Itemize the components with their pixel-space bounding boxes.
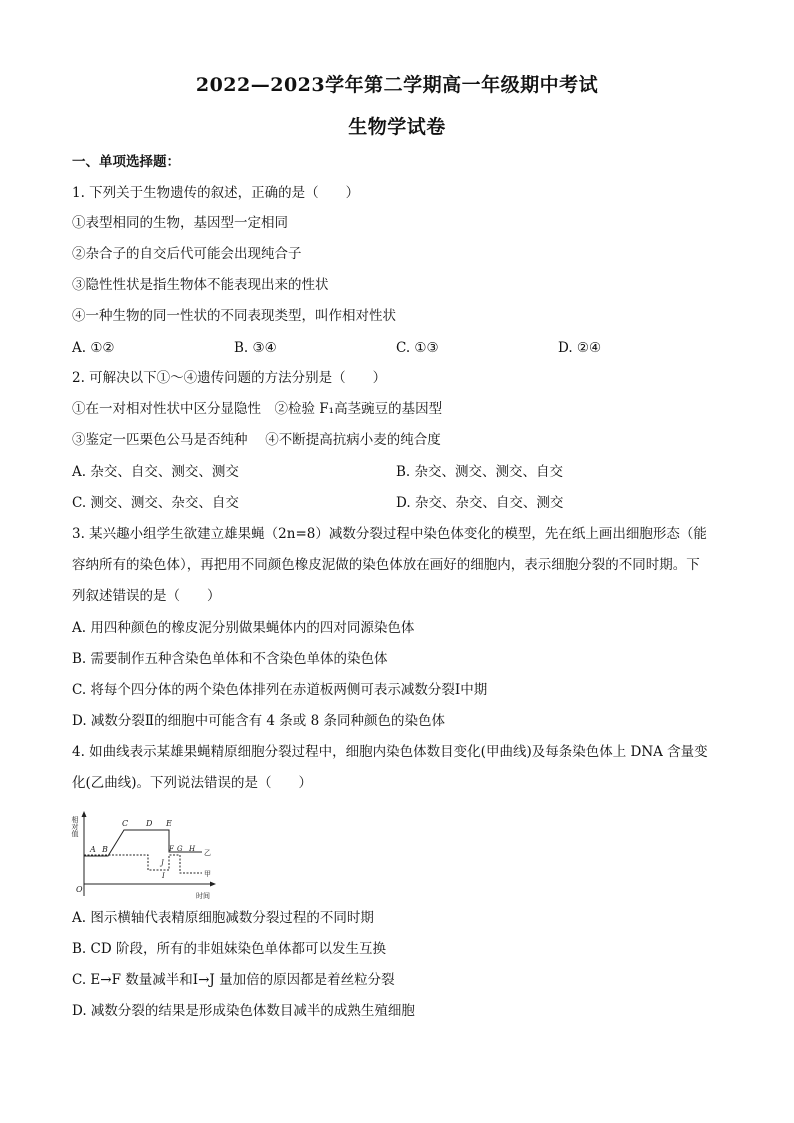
point-f-label: F bbox=[169, 845, 174, 853]
point-g-label: G bbox=[177, 845, 183, 853]
point-a-label: A bbox=[90, 845, 96, 854]
q1-option-a[interactable]: A. ①② bbox=[72, 340, 115, 356]
q3-option-a[interactable]: A. 用四种颜色的橡皮泥分别做果蝇体内的四对同源染色体 bbox=[72, 620, 415, 636]
q4-option-a[interactable]: A. 图示横轴代表精原细胞减数分裂过程的不同时期 bbox=[72, 910, 374, 926]
q2-option-d[interactable]: D. 杂交、杂交、自交、测交 bbox=[396, 495, 564, 511]
q4-stem-line-1: 4. 如曲线表示某雄果蝇精原细胞分裂过程中，细胞内染色体数目变化(甲曲线)及每条染色体上 DNA 含量变 bbox=[72, 744, 708, 760]
y-axis-label: 相对值 bbox=[71, 816, 79, 837]
q1-stem: 1. 下列关于生物遗传的叙述，正确的是（ ） bbox=[72, 185, 360, 201]
q2-statement-1: ①在一对相对性状中区分显隐性 ②检验 F₁高茎豌豆的基因型 bbox=[72, 401, 443, 417]
q2-option-a[interactable]: A. 杂交、自交、测交、测交 bbox=[72, 464, 239, 480]
q1-option-d[interactable]: D. ②④ bbox=[558, 340, 602, 356]
point-b-label: B bbox=[102, 845, 108, 854]
point-j-label: J bbox=[161, 859, 164, 867]
q3-stem-line-2: 容纳所有的染色体），再把用不同颜色橡皮泥做的染色体放在画好的细胞内，表示细胞分裂的不同时期。下 bbox=[72, 557, 700, 573]
exam-subtitle: 生物学试卷 bbox=[348, 116, 446, 138]
point-h-label: H bbox=[189, 845, 196, 853]
q1-statement-3: ③隐性性状是指生物体不能表现出来的性状 bbox=[72, 277, 329, 293]
q1-option-b[interactable]: B. ③④ bbox=[234, 340, 277, 356]
curve-jia-label: 甲 bbox=[204, 870, 211, 878]
section-heading: 一、单项选择题： bbox=[72, 154, 180, 170]
y-axis-arrow bbox=[82, 811, 87, 817]
point-d-label: D bbox=[146, 819, 153, 828]
q1-statement-4: ④一种生物的同一性状的不同表现类型，叫作相对性状 bbox=[72, 308, 396, 324]
point-e-label: E bbox=[166, 819, 172, 828]
q2-stem: 2. 可解决以下①～④遗传问题的方法分别是（ ） bbox=[72, 370, 387, 386]
q4-option-c[interactable]: C. E→F 数量减半和Ⅰ→J 量加倍的原因都是着丝粒分裂 bbox=[72, 972, 395, 988]
q4-option-d[interactable]: D. 减数分裂的结果是形成染色体数目减半的成熟生殖细胞 bbox=[72, 1003, 415, 1019]
q2-option-c[interactable]: C. 测交、测交、杂交、自交 bbox=[72, 495, 239, 511]
q2-statement-2: ③鉴定一匹栗色公马是否纯种 ④不断提高抗病小麦的纯合度 bbox=[72, 432, 441, 448]
q3-option-b[interactable]: B. 需要制作五种含染色单体和不含染色单体的染色体 bbox=[72, 651, 388, 667]
q3-option-c[interactable]: C. 将每个四分体的两个染色体排列在赤道板两侧可表示减数分裂Ⅰ中期 bbox=[72, 682, 488, 698]
q4-option-b[interactable]: B. CD 阶段，所有的非姐妹染色单体都可以发生互换 bbox=[72, 941, 386, 957]
q1-option-c[interactable]: C. ①③ bbox=[396, 340, 439, 356]
q1-statement-1: ①表型相同的生物，基因型一定相同 bbox=[72, 215, 288, 231]
q3-stem-line-1: 3. 某兴趣小组学生欲建立雄果蝇（2n=8）减数分裂过程中染色体变化的模型，先在纸上画出细胞形态（能 bbox=[72, 526, 707, 542]
point-c-label: C bbox=[122, 819, 129, 828]
q4-curve-figure bbox=[72, 810, 217, 900]
q3-stem-line-3: 列叙述错误的是（ ） bbox=[72, 588, 221, 604]
curve-yi-label: 乙 bbox=[204, 849, 211, 857]
q3-option-d[interactable]: D. 减数分裂Ⅱ的细胞中可能含有 4 条或 8 条同种颜色的染色体 bbox=[72, 713, 445, 729]
q2-option-b[interactable]: B. 杂交、测交、测交、自交 bbox=[396, 464, 564, 480]
curve-jia bbox=[84, 855, 202, 873]
exam-title: 2022—2023学年第二学期高一年级期中考试 bbox=[195, 74, 599, 96]
origin-label: O bbox=[76, 885, 83, 894]
x-axis-arrow bbox=[210, 882, 216, 887]
q4-stem-line-2: 化(乙曲线)。下列说法错误的是（ ） bbox=[72, 775, 313, 791]
point-i-label: I bbox=[162, 872, 165, 880]
x-axis-label: 时间 bbox=[196, 892, 210, 900]
q1-statement-2: ②杂合子的自交后代可能会出现纯合子 bbox=[72, 246, 302, 262]
